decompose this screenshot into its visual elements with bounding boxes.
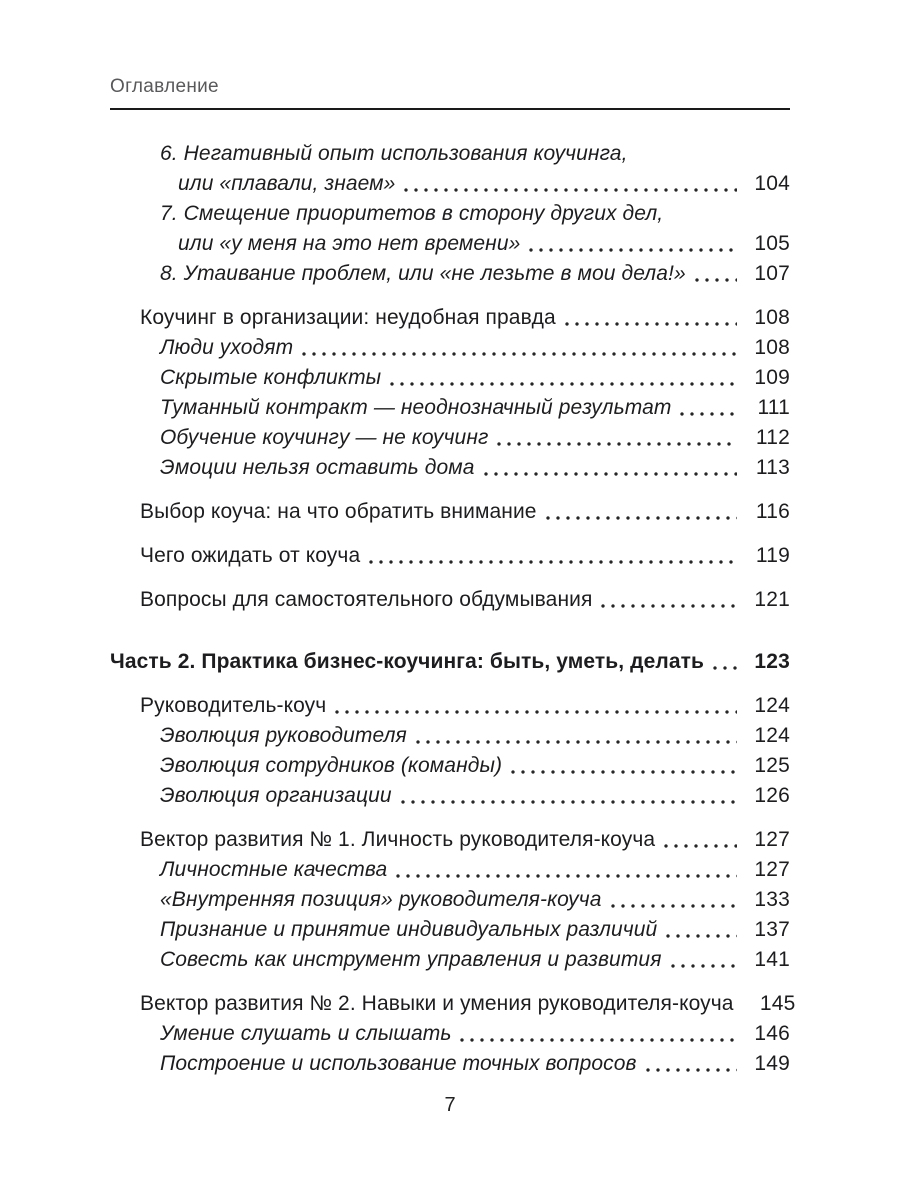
toc-page-number: 107 — [754, 262, 790, 285]
toc-entry — [110, 169, 790, 199]
toc-page-number: 112 — [755, 426, 790, 449]
toc-entry-title: Чего ожидать от коуча — [140, 544, 361, 567]
toc-entry-title: Эволюция руководителя — [160, 724, 407, 747]
dot-leader — [484, 472, 737, 476]
toc-entry — [110, 647, 790, 677]
dot-leader — [460, 1038, 737, 1042]
toc-entry-title: или «у меня на это нет времени» — [178, 232, 521, 255]
dot-leader — [646, 1068, 737, 1072]
dot-leader — [396, 874, 737, 878]
toc-page-number: 145 — [759, 992, 796, 1015]
toc-entry-title: Вектор развития № 2. Навыки и умения руководителя-коуча — [140, 992, 734, 1015]
toc-entry — [110, 1019, 790, 1049]
toc-entry-title: Туманный контракт — неоднозначный результат — [160, 396, 672, 419]
toc-entry-title: 6. Негативный опыт использования коучинга, — [160, 142, 628, 165]
toc-page-number: 126 — [754, 784, 790, 807]
toc-entry — [110, 541, 790, 571]
dot-leader — [666, 934, 737, 938]
dot-leader — [335, 710, 737, 714]
dot-leader — [529, 248, 737, 252]
dot-leader — [369, 560, 737, 564]
toc-entry — [110, 751, 790, 781]
page-title: Оглавление — [110, 76, 219, 97]
toc-page-number: 124 — [754, 724, 790, 747]
toc-entry-title: Эволюция сотрудников (команды) — [160, 754, 503, 777]
toc-entry-title: 8. Утаивание проблем, или «не лезьте в мои дела!» — [160, 262, 686, 285]
toc-page-number: 146 — [754, 1022, 790, 1045]
toc-page-number: 109 — [754, 366, 790, 389]
toc-entry-title: Часть 2. Практика бизнес-коучинга: быть, уметь, делать — [110, 650, 704, 673]
toc-entry — [110, 781, 790, 811]
toc-page-number: 149 — [754, 1052, 790, 1075]
toc-entry-title: «Внутренняя позиция» руководителя-коуча — [160, 888, 602, 911]
toc-entry — [110, 393, 790, 423]
toc-entry-title: Обучение коучингу — не коучинг — [160, 426, 489, 449]
toc-page-number: 127 — [754, 858, 790, 881]
toc-page-number: 127 — [754, 828, 790, 851]
toc-page-number: 137 — [754, 918, 790, 941]
toc-entry — [110, 945, 790, 975]
toc-entry — [110, 497, 790, 527]
toc-page-number: 108 — [754, 306, 790, 329]
dot-leader — [511, 770, 737, 774]
dot-leader — [546, 516, 737, 520]
toc-page-number: 119 — [755, 544, 790, 567]
folio-page-number: 7 — [444, 1094, 456, 1116]
toc-page-number: 108 — [754, 336, 790, 359]
toc-entry-title: Люди уходят — [160, 336, 294, 359]
toc-page-number: 104 — [754, 172, 790, 195]
toc-entry-title: Признание и принятие индивидуальных различий — [160, 918, 658, 941]
toc-list — [110, 139, 796, 1079]
toc-entry-title: Вопросы для самостоятельного обдумывания — [140, 588, 593, 611]
toc-entry-title: 7. Смещение приоритетов в сторону других дел, — [160, 202, 664, 225]
toc-page-number: 105 — [754, 232, 790, 255]
toc-entry-title: Выбор коуча: на что обратить внимание — [140, 500, 537, 523]
dot-leader — [390, 382, 737, 386]
toc-page-number: 121 — [754, 588, 790, 611]
toc-entry — [110, 691, 790, 721]
toc-entry-title: Личностные качества — [160, 858, 388, 881]
dot-leader — [680, 412, 737, 416]
toc-entry — [110, 1049, 790, 1079]
toc-entry — [110, 915, 790, 945]
toc-entry — [110, 139, 790, 169]
toc-entry-title: Скрытые конфликты — [160, 366, 382, 389]
dot-leader — [671, 964, 737, 968]
toc-entry-title: Руководитель-коуч — [140, 694, 327, 717]
toc-entry — [110, 199, 790, 229]
dot-leader — [302, 352, 737, 356]
toc-entry-title: Коучинг в организации: неудобная правда — [140, 306, 556, 329]
toc-page-number: 133 — [754, 888, 790, 911]
toc-page-number: 123 — [754, 650, 790, 673]
toc-entry-title: Умение слушать и слышать — [160, 1022, 452, 1045]
toc-entry-title: Вектор развития № 1. Личность руководителя-коуча — [140, 828, 656, 851]
dot-leader — [565, 322, 737, 326]
dot-leader — [404, 188, 737, 192]
toc-entry — [110, 259, 790, 289]
toc-page-number: 124 — [754, 694, 790, 717]
dot-leader — [695, 278, 737, 282]
dot-leader — [401, 800, 737, 804]
toc-page-number: 141 — [754, 948, 790, 971]
toc-entry-title: Построение и использование точных вопросов — [160, 1052, 637, 1075]
dot-leader — [664, 844, 737, 848]
toc-entry — [110, 721, 790, 751]
toc-page-number: 111 — [757, 396, 790, 419]
toc-entry-title: Эволюция организации — [160, 784, 392, 807]
toc-entry — [110, 885, 790, 915]
toc-entry-title: Эмоции нельзя оставить дома — [160, 456, 475, 479]
toc-entry — [110, 333, 790, 363]
toc-entry — [110, 855, 790, 885]
toc-entry — [110, 585, 790, 615]
toc-entry — [110, 363, 790, 393]
dot-leader — [601, 604, 737, 608]
toc-entry — [110, 303, 790, 333]
toc-entry — [110, 453, 790, 483]
dot-leader — [497, 442, 737, 446]
dot-leader — [713, 666, 737, 670]
toc-page-number: 125 — [754, 754, 790, 777]
toc-page-number: 113 — [755, 456, 790, 479]
toc-entry — [110, 423, 790, 453]
running-head — [110, 76, 790, 110]
toc-entry — [110, 989, 796, 1019]
toc-entry-title: Совесть как инструмент управления и развития — [160, 948, 662, 971]
toc-entry — [110, 825, 790, 855]
toc-page-number: 116 — [755, 500, 790, 523]
dot-leader — [416, 740, 737, 744]
toc-entry-title: или «плавали, знаем» — [178, 172, 396, 195]
toc-entry — [110, 229, 790, 259]
dot-leader — [611, 904, 737, 908]
